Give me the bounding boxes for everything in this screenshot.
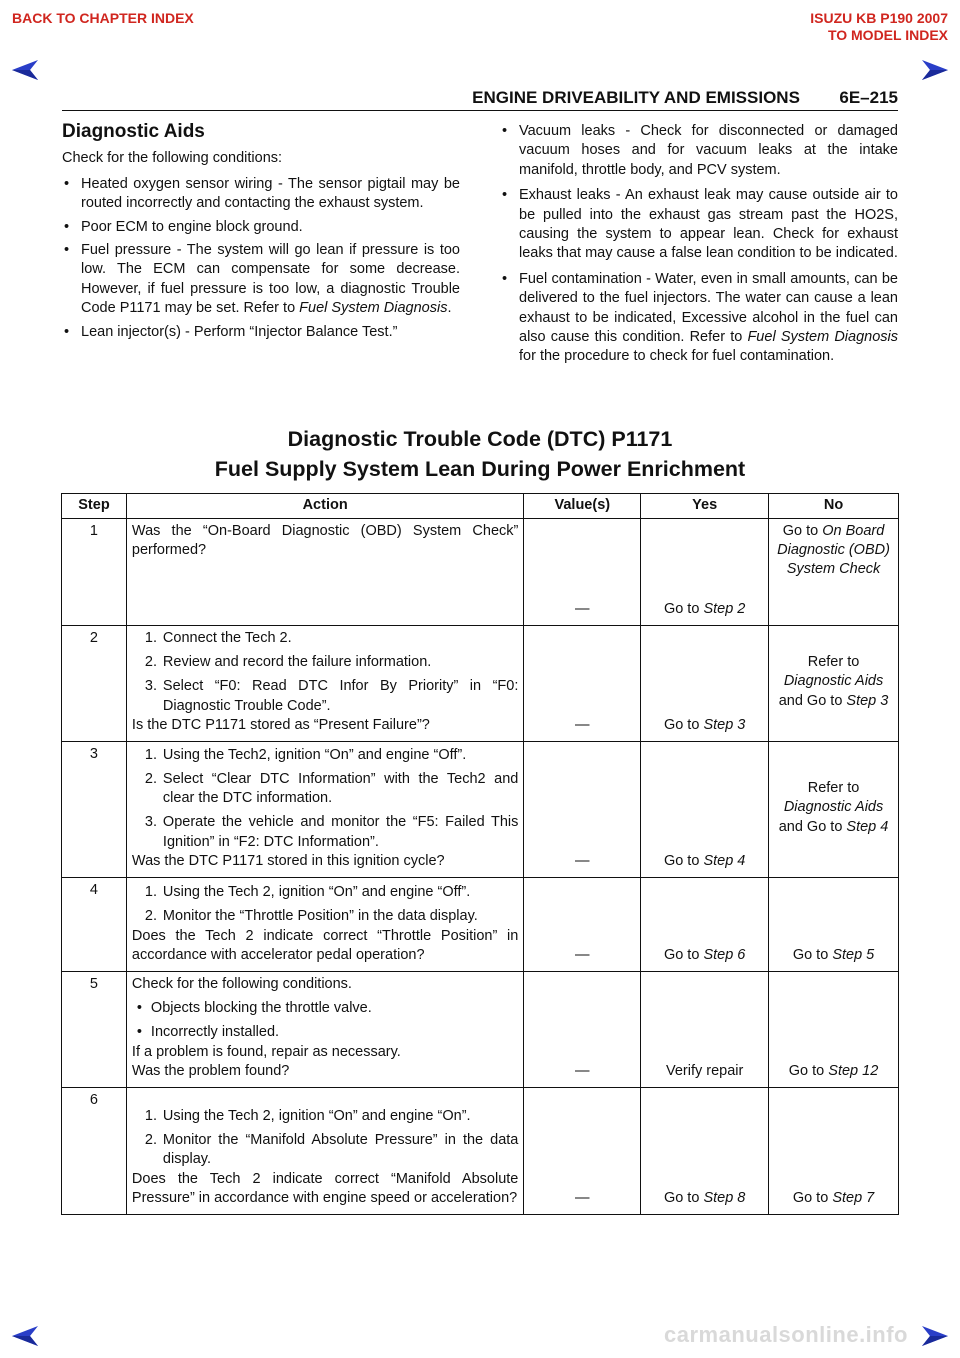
table-row xyxy=(62,1088,899,1215)
list-item: 1. Connect the Tech 2. xyxy=(144,630,292,646)
verify-repair-text: Verify repair xyxy=(665,1062,744,1079)
step-link[interactable]: Step 7 xyxy=(832,1189,875,1206)
step-number: 6 xyxy=(62,1088,127,1215)
action-question: Does the Tech 2 indicate correct “Manifold Absolute Pressure” in accordance with engine speed or acceleration? xyxy=(131,1170,519,1206)
action-note: If a problem is found, repair as necessary. xyxy=(131,1043,401,1060)
next-page-bottom-arrow-icon[interactable] xyxy=(920,1324,950,1348)
list-item: 2. Review and record the failure information. xyxy=(144,654,432,671)
watermark: carmanualsonline.info xyxy=(664,1322,908,1347)
section-title: ENGINE DRIVEABILITY AND EMISSIONS xyxy=(472,88,800,107)
list-item: 1. Using the Tech 2, ignition “On” and engine “Off”. xyxy=(144,884,471,901)
col-header-action: Action xyxy=(126,494,523,519)
model-title-link[interactable]: ISUZU KB P190 2007 xyxy=(810,10,948,26)
next-page-arrow-icon[interactable] xyxy=(920,58,950,82)
back-to-chapter-link[interactable]: BACK TO CHAPTER INDEX xyxy=(12,10,194,26)
step-link[interactable]: Step 12 xyxy=(828,1062,879,1079)
obd-system-check-link[interactable]: On Board Diagnostic (OBD) System Check xyxy=(777,523,890,578)
table-header-row xyxy=(62,494,899,519)
col-header-yes: Yes xyxy=(641,494,769,519)
list-item: 2. Select “Clear DTC Information” with the Tech2 and clear the DTC information. xyxy=(144,771,519,807)
action-question: Is the DTC P1171 stored as “Present Failure”? xyxy=(131,716,430,733)
list-item: • Objects blocking the throttle valve. xyxy=(136,1000,372,1017)
yes-cell: Go to Step 8 xyxy=(641,1088,769,1215)
model-index-links xyxy=(810,10,948,44)
value-cell: — xyxy=(524,626,641,742)
no-cell: Go to On Board Diagnostic (OBD) System Check xyxy=(769,519,899,626)
step-number: 3 xyxy=(62,742,127,878)
yes-cell: Go to Step 2 xyxy=(641,519,769,626)
value-cell: — xyxy=(524,878,641,972)
action-cell xyxy=(126,519,523,626)
table-row xyxy=(62,878,899,972)
conditions-list-right xyxy=(500,122,898,367)
action-question: Does the Tech 2 indicate correct “Throttle Position” in accordance with accelerator pedal operation? xyxy=(131,927,519,963)
diagnostic-aids-heading: Diagnostic Aids xyxy=(62,121,205,142)
dtc-title xyxy=(62,424,898,484)
step-link[interactable]: Step 4 xyxy=(846,818,889,835)
list-item: 2. Monitor the “Manifold Absolute Pressure” in the data display. xyxy=(144,1132,519,1168)
table-row xyxy=(62,519,899,626)
col-header-values: Value(s) xyxy=(524,494,641,519)
list-item: • Poor ECM to engine block ground. xyxy=(64,218,303,235)
to-model-index-link[interactable]: TO MODEL INDEX xyxy=(827,27,948,43)
diagnostic-aids-link[interactable]: Diagnostic Aids xyxy=(783,673,884,690)
conditions-list-left xyxy=(62,175,460,342)
step-link[interactable]: Step 2 xyxy=(703,600,746,617)
col-header-step: Step xyxy=(62,494,127,519)
step-number: 4 xyxy=(62,878,127,972)
action-cell xyxy=(126,878,523,972)
step-link[interactable]: Step 3 xyxy=(846,692,889,709)
table-row xyxy=(62,742,899,878)
action-question: Was the “On-Board Diagnostic (OBD) System Check” performed? xyxy=(131,523,519,559)
action-question: Was the DTC P1171 stored in this ignition cycle? xyxy=(131,852,445,869)
no-cell: Go to Step 12 xyxy=(769,972,899,1088)
yes-cell: Go to Step 3 xyxy=(641,626,769,742)
list-item: 2. Monitor the “Throttle Position” in the data display. xyxy=(144,908,478,925)
value-cell: — xyxy=(524,1088,641,1215)
action-cell xyxy=(126,1088,523,1215)
step-link[interactable]: Step 6 xyxy=(703,946,746,963)
step-number: 5 xyxy=(62,972,127,1088)
list-item: • Incorrectly installed. xyxy=(136,1024,280,1041)
prev-page-bottom-arrow-icon[interactable] xyxy=(10,1324,40,1348)
dtc-title-line2: Fuel Supply System Lean During Power Enrichment xyxy=(214,457,746,481)
step-number: 2 xyxy=(62,626,127,742)
yes-cell xyxy=(641,972,769,1088)
step-number: 1 xyxy=(62,519,127,626)
step-link[interactable]: Step 3 xyxy=(703,716,746,733)
value-cell: — xyxy=(524,742,641,878)
list-item: 1. Using the Tech 2, ignition “On” and engine “On”. xyxy=(144,1108,471,1125)
step-link[interactable]: Step 8 xyxy=(703,1189,746,1206)
table-row xyxy=(62,972,899,1088)
diagnostic-table xyxy=(61,493,899,1215)
diagnostic-aids-left xyxy=(62,122,460,346)
dtc-title-line1: Diagnostic Trouble Code (DTC) P1171 xyxy=(287,427,673,451)
list-item: • Fuel contamination - Water, even in small amounts, can be delivered to the fuel injectors. The water can cause a lean exhaust to be indicated, Excessive alcohol in the fuel can also cause this condition. Refer to Fuel System Diagnosis for the procedure to check for fuel contamination. xyxy=(502,270,898,365)
action-question: Was the problem found? xyxy=(131,1062,290,1079)
list-item: • Fuel pressure - The system will go lean if pressure is too low. The ECM can compensate for some decrease. However, if fuel pressure is too low, a diagnostic Trouble Code P1171 may be set. Refer to Fuel System Diagnosis. xyxy=(64,242,460,317)
yes-cell: Go to Step 6 xyxy=(641,878,769,972)
fuel-system-diagnosis-ref[interactable]: Fuel System Diagnosis xyxy=(747,329,898,346)
value-cell: — xyxy=(524,519,641,626)
table-row xyxy=(62,626,899,742)
yes-cell: Go to Step 4 xyxy=(641,742,769,878)
page-number: 6E–215 xyxy=(839,88,898,107)
no-cell: Go to Step 7 xyxy=(769,1088,899,1215)
action-cell xyxy=(126,972,523,1088)
step-link[interactable]: Step 5 xyxy=(832,946,875,963)
diagnostic-aids-right xyxy=(500,122,898,373)
step-link[interactable]: Step 4 xyxy=(703,852,746,869)
list-item: • Vacuum leaks - Check for disconnected or damaged vacuum hoses and for vacuum leaks at the intake manifold, throttle body, and PCV system. xyxy=(502,123,898,178)
list-item: 3. Operate the vehicle and monitor the “F5: Failed This Ignition” in “F2: DTC Information”. xyxy=(144,814,519,850)
action-cell xyxy=(126,626,523,742)
list-item: 3. Select “F0: Read DTC Infor By Priority” in “F0: Diagnostic Trouble Code”. xyxy=(144,678,519,714)
action-lead: Check for the following conditions. xyxy=(131,976,352,993)
list-item: • Heated oxygen sensor wiring - The sensor pigtail may be routed incorrectly and contacting the exhaust system. xyxy=(64,175,460,212)
no-cell: Refer to Diagnostic Aids and Go to Step 3 xyxy=(769,626,899,742)
list-item: • Lean injector(s) - Perform “Injector Balance Test.” xyxy=(64,323,398,340)
value-cell: — xyxy=(524,972,641,1088)
no-cell: Go to Step 5 xyxy=(769,878,899,972)
action-cell xyxy=(126,742,523,878)
diagnostic-aids-link[interactable]: Diagnostic Aids xyxy=(783,799,884,816)
fuel-system-diagnosis-ref[interactable]: Fuel System Diagnosis xyxy=(299,300,448,317)
list-item: 1. Using the Tech2, ignition “On” and engine “Off”. xyxy=(144,746,467,763)
no-cell: Refer to Diagnostic Aids and Go to Step 4 xyxy=(769,742,899,878)
prev-page-arrow-icon[interactable] xyxy=(10,58,40,82)
diagnostic-aids-intro: Check for the following conditions: xyxy=(62,150,283,167)
col-header-no: No xyxy=(769,494,899,519)
page-header xyxy=(62,88,898,111)
list-item: • Exhaust leaks - An exhaust leak may cause outside air to be pulled into the exhaust gas stream past the HO2S, causing the system to appear lean. Check for exhaust leaks that may cause a false lean condition to be indicated. xyxy=(502,187,898,262)
